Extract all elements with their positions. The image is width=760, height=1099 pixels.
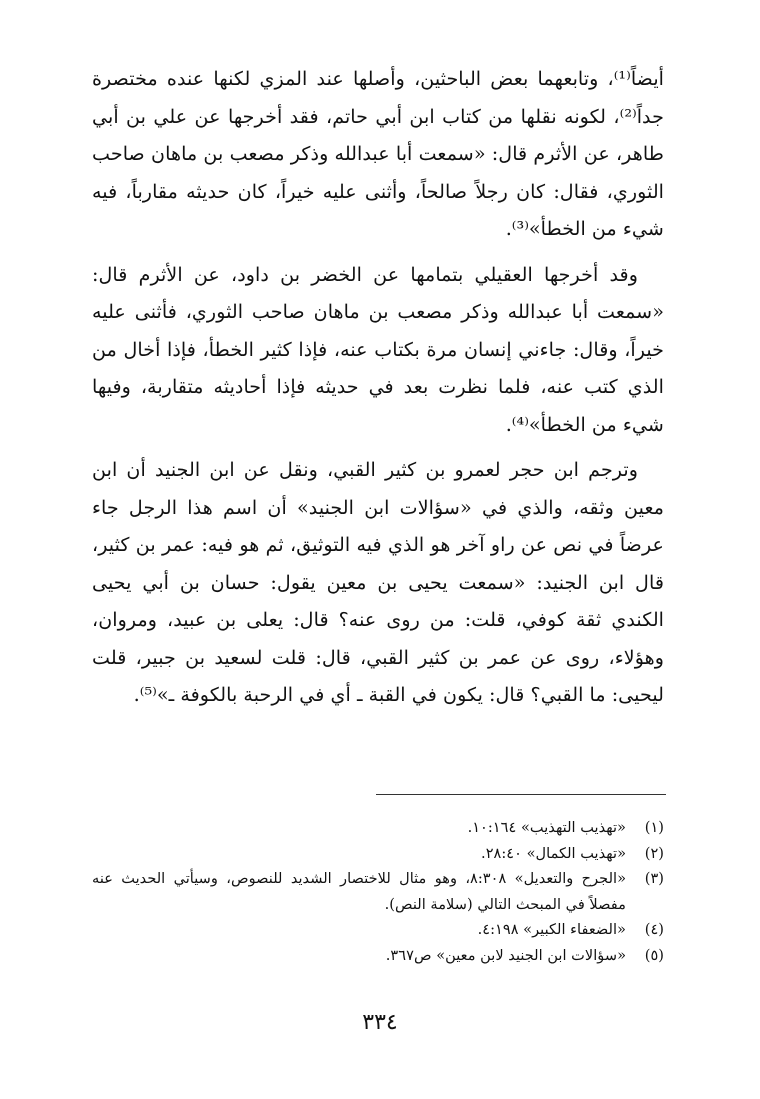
footnote-2 [92,841,664,867]
footnote-text: «تهذيب الكمال» ٢٨:٤٠. [481,844,626,862]
main-text [92,60,664,714]
footnote-3 [92,866,664,917]
footnote-text: «الضعفاء الكبير» ٤:١٩٨. [477,921,626,939]
footnote-text: «سؤالات ابن الجنيد لابن معين» ص٣٦٧. [385,946,626,964]
footnote-number: (٢) [644,844,664,862]
footnote-4 [92,917,664,943]
footnote-number: (٥) [644,946,664,964]
footnote-5 [92,943,664,969]
footnotes [92,815,664,969]
footnote-number: (٤) [644,921,664,939]
paragraph-2: وقد أخرجها العقيلي بتمامها عن الخضر بن داود، عن الأثرم قال: «سمعت أبا عبدالله وذكر مصعب بن ماهان صاحب الثوري، فأثنى عليه خيراً، وقال: جاءني إنسان مرة بكتاب عنه، فإذا كثير الخطأ، فإذا أخال من الذي كتب عنه، فلما نظرت بعد في حديثه فإذا أحاديثه متقاربة، وفيها شيء من الخطأ»⁽⁴⁾. [92,262,664,436]
paragraph-1: أيضاً⁽¹⁾، وتابعهما بعض الباحثين، وأصلها عند المزي لكنها عنده مختصرة جداً⁽²⁾، لكونه نقلها من كتاب ابن أبي حاتم، فقد أخرجها عن علي بن أبي طاهر، عن الأثرم قال: «سمعت أبا عبدالله وذكر مصعب بن ماهان صاحب الثوري، فقال: كان رجلاً صالحاً، وأثنى عليه خيراً، كان حديثه مقارباً، فيه شيء من الخطأ»⁽³⁾. [92,67,664,240]
paragraph-3: وترجم ابن حجر لعمرو بن كثير القبي، ونقل عن ابن الجنيد أن ابن معين وثقه، والذي في «سؤالات ابن الجنيد» أن اسم هذا الرجل جاء عرضاً في نص عن راو آخر هو الذي فيه التوثيق، ثم هو فيه: عمر بن كثير، قال ابن الجنيد: «سمعت يحيى بن معين يقول: حسان بن أبي يحيى الكندي ثقة كوفي، قلت: من روى عنه؟ قال: يعلى بن عبيد، ومروان، وهؤلاء، روى عن عمر بن كثير القبي، قال: قلت لسعيد بن جبير، قلت ليحيى: ما القبي؟ قال: يكون في القبة ـ أي في الرحبة بالكوفة ـ»⁽⁵⁾. [92,458,664,706]
page-number: ٣٣٤ [362,1010,398,1035]
footnote-1 [92,815,664,841]
footnote-number: (١) [644,819,664,836]
footnote-text: «تهذيب التهذيب» ١٠:١٦٤. [467,819,626,836]
footnote-text: «الجرح والتعديل» ٨:٣٠٨، وهو مثال للاختصار الشديد للنصوص، وسيأتي الحديث عنه مفصلاً في المبحث التالي (سلامة النص). [92,870,627,913]
footnote-separator [376,794,666,795]
footnote-number: (٣) [644,870,664,888]
